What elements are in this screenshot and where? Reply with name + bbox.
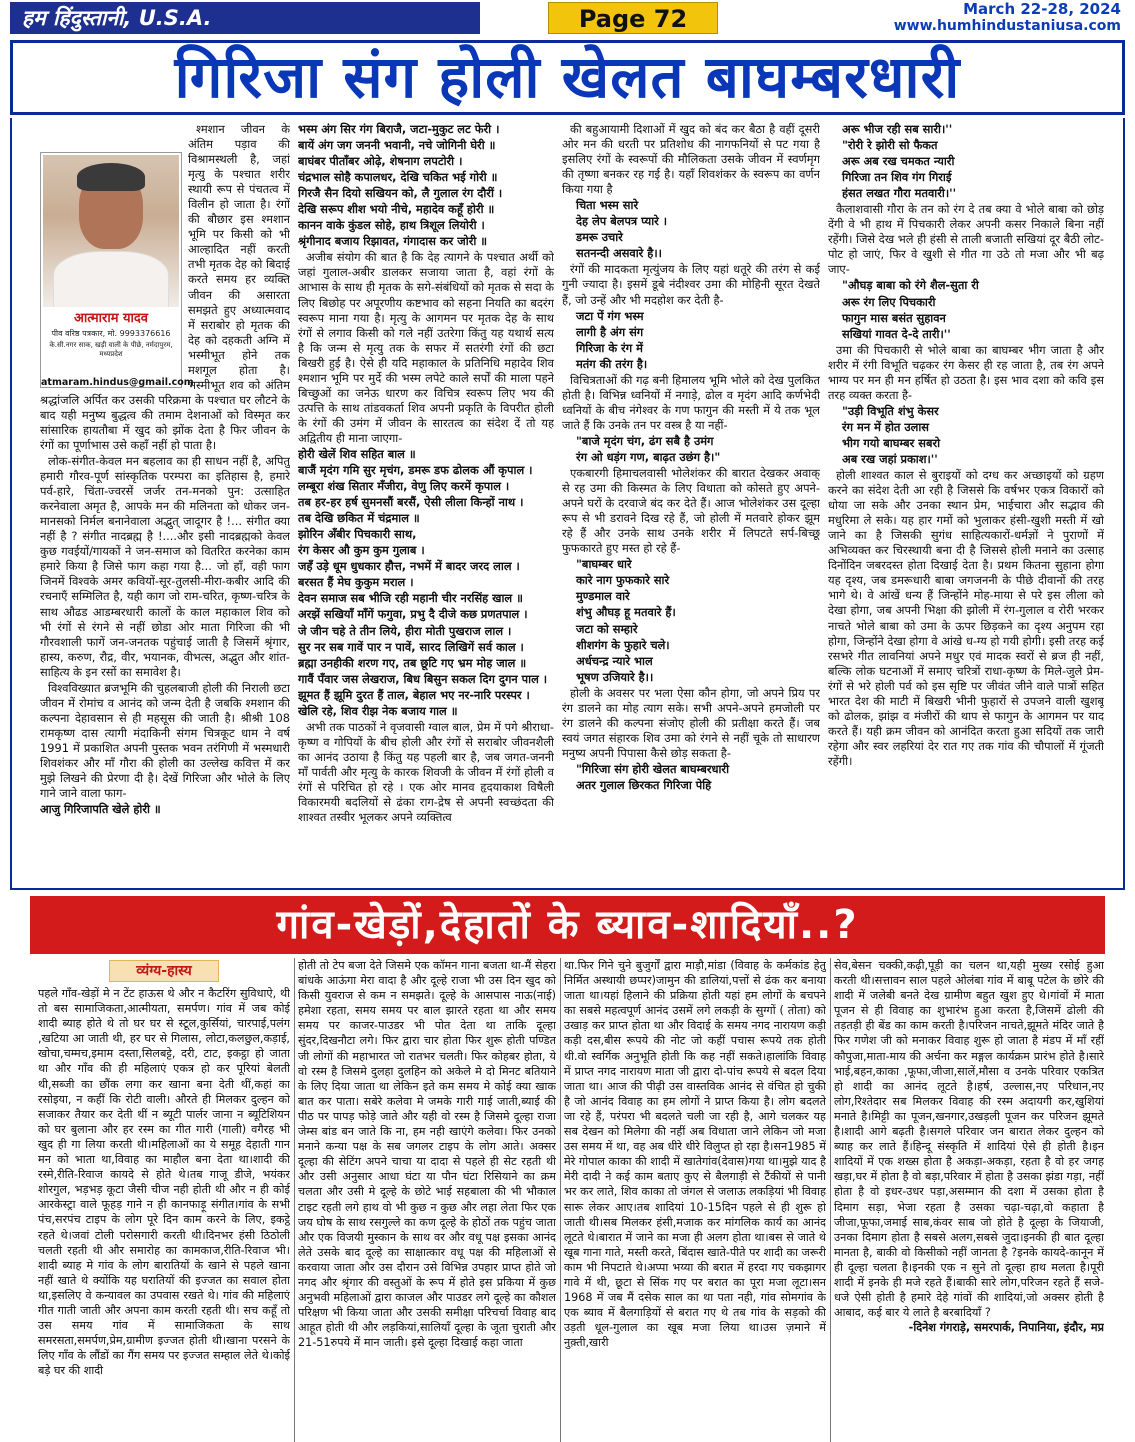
verse-line: बाघंबर पीताँबर ओढ़े, शेषनाग लपटोरी । <box>298 154 463 169</box>
article2-column-4 <box>834 958 1104 1442</box>
paragraph: विश्वविख्यात ब्रजभूमि की चुहलबाजी होली की निराली छटा जीवन में रोमांच व आनंद को जन्म देती है जबकि श्मशान की कल्पना देहावसान से ही महसूस की जाती है। श्रीश्री 108 रामकृष्ण दास त्यागी मंदाकिनी संगम चित्रकूट धाम ने वर्ष 1991 में प्रकाशित अपनी पुस्तक भवन तरंगिणी में भस्मधारी शिवशंकर और माँ गौरा की होली का उल्लेख कवित्त में कर मुझे लिखने की प्रेरणा दी है। देखें गिरिजा और भोले के लिए गाने जाने वाला फाग- <box>40 680 290 801</box>
verse-line: अरू अब रख चमकत न्यारी <box>842 154 955 169</box>
paragraph: विचित्रताओं की गढ़ बनी हिमालय भूमि भोले को देख पुलकित होती है। विभिन्न ध्वनियों में नगाड़े, ढोल व मृदंग आदि कर्णभेदी ध्वनियों के बीच नंगेश्वर के गण फागुन की मस्ती में ये तक भूल जाते हैं कि उनके तन पर वस्त्र है या नहीं- <box>562 372 820 432</box>
paragraph: अजीब संयोग की बात है कि देह त्यागने के पश्चात अर्थी को जहां गुलाल-अबीर डालकर सजाया जाता है, वहां रंगों के आभास के साथ ही मृतक के सगे-संबंधियों को मृतक से सदा के लिए बिछोह पर अपूरणीय कष्टभाव को सहना नियति का बदरंग स्वरूप माना गया है। मृत्यु के आगमन पर मृतक देह के साथ रंगों से लगाव किसी को गले नहीं उतरेगा किंतु यह यथार्थ सत्य है कि जन्म से मृत्यु तक के सफर में सतरंगी रंगों की छटा बिखरी हुई है। ऐसे ही यदि महाकाल के प्रतिनिधि महादेव शिव श्मशान भूमि पर मुर्दे की भस्म लपेटे काले सर्पों की माला पहने बिच्छुओं का जनेऊ धारण कर विचित्र स्वरूप लिए भय की उत्पत्ति के साथ तांडवकर्ता शिव अपनी प्रकृति के विपरीत होली के रंगों की उमंग में जीवन के सारतत्व का संदेश दें तो यह अद्वितीय ही माना जाएगा- <box>298 250 554 445</box>
article1-column-3 <box>562 122 820 886</box>
verse-line: आजु गिरिजापति खेले होरी ॥ <box>40 802 161 817</box>
page-header <box>0 0 1135 36</box>
verse-line: अतर गुलाल छिरकत गिरिजा पेहि <box>576 777 712 792</box>
verse-line: रंग मन में होत उलास <box>842 419 929 434</box>
verse-line: "बाघम्बर धारे <box>576 557 632 572</box>
verse-line: तब हर-हर हर्ष सुमनसौं बरसैं, ऐसी लीला किन्हों नाथ । <box>298 495 524 510</box>
verse-line: "रोरी रे झोरी सो फैकत <box>842 138 938 153</box>
verse-line: होरी खेलें शिव सहित बाल ॥ <box>298 446 416 461</box>
verse-line: "बाजे मृदंग चंग, ढंग सबै है उमंग <box>576 433 714 448</box>
verse-line: "उड़ी विभूति शंभु केसर <box>842 403 939 418</box>
verse-line: लम्बूरा शंख सितार मँजीरा, वेणु लिए करमें कृपाल । <box>298 479 510 494</box>
paragraph: अभी तक पाठकों ने वृजवासी ग्वाल बाल, प्रेम में पगे श्रीराधा-कृष्ण व गोपियों के बीच होली और रंगों से सराबोर जीवनशैली का आनंद उठाया है किंतु यह पहली बार है, जब जगत-जननी माँ पार्वती और मृत्यु के कारक शिवजी के जीवन में रंगों होली व रंगों से परिचित हो रहे । एक ओर मानव हृदयाकाश विषैली विकारमयी बदलियों से ढंका राग-द्रेष से अपनी स्वच्छंदता की शाश्वत तस्वीर भूलकर अपने व्यक्तित्व <box>298 719 554 825</box>
verse-line: चिता भस्म सारे <box>576 198 639 213</box>
verse-line: भस्म अंग सिर गंग बिराजै, जटा-मुकुट लट फेरी । <box>298 122 500 136</box>
paragraph: एकबारगी हिमाचलवासी भोलेशंकर की बारात देखकर अवाक् से रह उमा की किस्मत के लिए विधाता को कोसते हुए अपने-अपने घरों के दरवाजे बंद कर देते हैं। आज भोलेशंकर उस दूल्हा रूप से भी डरावने दिख रहे हैं, जो होली में मतवारे होकर झूम रहे हैं और उनके साथ उनके शरीर में लिपटते सर्प-बिच्छू फुफकारते हुए मस्त हो रहे हैं- <box>562 466 820 556</box>
article1-column-4 <box>828 122 1104 886</box>
verse-line: लागी है अंग संग <box>576 324 644 339</box>
verse-line: सखियां गावत दे-दे तारी।'' <box>842 326 951 341</box>
verse-line: अरझें सखियाँ माँगें फगुवा, प्रभु दै दीजे कछ प्रणतपाल । <box>298 607 528 622</box>
verse-line: सतनन्दी असवारे है।। <box>576 246 662 261</box>
verse-line: "गिरिजा संग होरी खेलत बाघम्बरधारी <box>576 761 730 776</box>
paragraph: पहले गाँव-खेड़ों मे न टेंट हाऊस थे और न कैटरिंग सुविधाऐ, थी तो बस सामाजिकता,आत्मीयता, समर्पण। गांव में जब कोई शादी ब्याह होते थे तो घर घर से स्टूल,कुर्सियां, चारपाई,पलंग ,खटिया आ जाती थी, हर घर से गिलास, लोटा,कलछुल,कड़ाई, खोचा,चम्मच,इमाम दस्ता,सिलबट्टे, दरी, टाट, इकट्ठा हो जाता था और गाँव की ही महिलाएं एकत्र हो कर पूरियां बेलती थी,सब्जी का छौंक लगा कर खाना बना देती थीं,कहां का रसोइया, न कहीं कि रोटी वाली। औरते ही मिलकर दुल्हन को सजाकर तैयार कर देती थीं न ब्यूटी पार्लर जाना न ब्यूटिशियन को घर बुलाना और हर रस्म का गीत गारी (गाली) वगैरह भी खुद ही गा लिया करती थी।महिलाओं का ये समूह देहाती गान मन को भाता था,विवाह का माहौल बना देता था।शादी की रस्मे,रीति-रिवाज कायदे से होते थे।तब गाजू डीजे, भयंकर शोरगुल, भड़भड़ कूटा जैसी चीज नही होती थी और न ही कोई आरकेस्ट्रा वाले फूहड़ गाने न ही कानफाड़ू संगीत।गांव के सभी पंच,सरपंच टाइप के लोग पूरे दिन काम करने के लिए, इकट्ठे रहते थे।जवां टोली परोसगारी करती थी।दिनभर हंसी ठिठोली चलती रहती थी और समारोह का कामकाज,रीति-रिवाज भी। शादी ब्याह मे गांव के लोग बारातियों के खाने से पहले खाना नहीं खाते थे क्योंकि यह घरातियों की इज्जत का सवाल होता था,इसलिए वे कन्यावल का उपवास रखते थे। गांव की महिलाएं गीत गाती जाती और अपना काम करती रहती थी। सच कहूँ तो उस समय गांव में सामाजिकता के साथ समरसता,समर्पण,प्रेम,ग्रामीण इज्जत होती थी।खाना परसने के लिए गाँव के लौंडों का गैंग समय पर इज्जत सम्हाल लेते थे।कोई बड़े घर की शादी <box>38 987 290 1378</box>
masthead: हम हिंदुस्तानी, U.S.A. <box>10 2 480 34</box>
paragraph: रंगों की मादकता मृत्युंजय के लिए यहां धतूरे की तरंग से कई गुनी ज्यादा है। इसमें डूबे नंदीश्वर उमा की मोहिनी सूरत देखते हैं, जो उन्हें और भी मदहोश कर देती है- <box>562 262 820 307</box>
paragraph: था.फिर गिने चुने बुजुर्गों द्वारा माड़ौ,मांडा (विवाह के कर्मकांड हेतु निर्मित अस्थायी छप्पर)जामुन की डालियां,पत्तों से ढंक कर बनाया जाता था।यहां हिलाने की प्रक्रिया होती यहां हम लोगों के बचपने का सबसे महत्वपूर्ण आनंद उसमें लगे लकड़ी के सुग्गों ( तोता) को उखाड़ कर प्राप्त होता था और विदाई के समय नगद नारायण कड़ी कड़ी दस,बीस रूपये की नोट जो कहीं पचास रूपये तक होती थी.वो स्वर्गिक अनुभूति होती कि कह नहीं सकते।हालांकि विवाह में प्राप्त नगद नारायण माता जी द्वारा दो-पांच रूपये से बदल दिया जाता था। आज की पीढ़ी उस वास्तविक आनंद से वंचित हो चुकी है जो आनंद विवाह का हम लोगों ने प्राप्त किया है। लोग बदलते जा रहे हैं, परंपरा भी बदलते चली जा रही है, आगे चलकर यह सब देखन को मिलेगा की नहीं अब विधाता जाने लेकिन जो मजा उस समय में था, वह अब धीरे धीरे विलुप्त हो रहा है।सन1985 में मेरे गोपाल काका की शादी में खातेगांव(देवास)गया था।मुझे याद है मेरी दादी ने कई काम बताए कुए से बैलगाड़ी से टैंकीयों से पानी भर कर लाते, शिव काका तो जंगल से जलाऊ लकड़ियां भी विवाह सारू लेकर आए।तब शादियां 10-15दिन पहले से ही शुरू हो जाती थी।सब मिलकर हंसी,मजाक कर मांगलिक कार्य का आनंद लूटते थे।बारात में जाने का मजा ही अलग होता था।बस से जाते थे खूब गाना गाते, मस्ती करते, बिंदास खाते-पीते पर शादी का जरूरी काम भी निपटाते थे।अप्पा भय्या की बरात में हरदा गए चकझागर गावे में थी, छूटा से सिंक गए पर बरात का पूरा मजा लूटा।सन 1968 में जब मैं दसेक साल का था पता नही, गांव सोमगांव के एक ब्याव में बैलगाड़ियों से बरात गए थे तब गांव के सड़को की उड़ती धूल-गुलाल का खूब मजा लिया था।उस ज़माने में नुक़्ती,खारी <box>564 959 826 1350</box>
issue-date: March 22-28, 2024 <box>963 0 1121 18</box>
verse-line: जटा पें गंग भस्म <box>576 308 644 323</box>
paragraph: होली के अवसर पर भला ऐसा कौन होगा, जो अपने प्रिय पर रंग डालने का मोह त्याग सके। सभी अपने-अपने हमजोली पर रंग डालने की कल्पना संजोए होली की प्रतीक्षा करते हैं। जब स्वयं जगत संहारक शिव उमा को रंगने से नहीं चूके तो साधारण मनुष्य अपनी पिपासा कैसे छोड़ सकता है- <box>562 685 820 760</box>
verse-line: खेलि रहे, शिव रीझ नेक बजाय गाल ॥ <box>298 703 458 718</box>
website-link[interactable]: www.humhindustaniusa.com <box>893 18 1121 34</box>
verse-line: जटा को सम्हारे <box>576 621 638 636</box>
article2 <box>28 958 1108 1442</box>
paragraph: सेव,बेसन चक्की,कढ़ी,पूड़ी का चलन था,यही मुख्य रसोई हुआ करती थी।सत्तावन साल पहले ओलंबा गांव में बाबू पटेल के छोरे की शादी में जलेबी बनते देख ग्रामीण बहुत खुश हुए थे।गांवों में माता पूजन से ही विवाह का शुभारंभ हुआ करता है,जिसमें ढोली की तड़तड़ी ही बेंड का काम करती है।परिजन नाचते,झूमते मंदिर जाते है फिर गणेश जी को मनाकर विवाह शुरू हो जाता है मंडप में माँ रहीं कौपुजा,माता-माय की अर्चना कर मङ्गल कार्यक्रम प्रारंभ होते है।सारे भाई,बहन,काका ,फूफा,जीजा,सालें,मौसा व उनके परिवार एकत्रित हो शादी का आनंद लूटते है।हर्ष, उल्लास,नए परिधान,नए लोग,रिश्तेदार सब मिलकर विवाह की रस्म अदायगी कर,खुशियां मनाते है।मिट्टी का पूजन,खनगार,उखड़ली पूजन कर परिजन झूमते है।शादी आगे बढ़ती है।सगले परिवार जन बारात लेकर दुल्हन को ब्याह कर लाते हैं।हिन्दू संस्कृति में शादियां ऐसे ही होती है।इन शादियों में एक शख्स होता है अकड़ा-अकड़ा, रहता है वो हर जगह खड़ा,घर में होता है वो बड़ा,परिवार में होता है उसका झंडा गड़ा, नहीं होता है वो इधर-उधर पड़ा,असम्मान की दशा में उसका होता है दिमाग सड़ा, भेजा रहता है उसका चढ़ा-चढ़ा,वो कहाता है जीजा,फूफा,जमाई साब,कंवर साब जो होते है दूल्हा के जियाजी, उनका दिमाग होता है सबसे अलग,सबसे जुदा।इनकी ही बात दूल्हा मानता है, बाकी वो किसीको नहीं जानता है ?इनके कायदे-कानून में ही दूल्हा चलता है।इनकी एक न सुने तो दूल्हा हाथ मलता है।पूरी शादी में इनके ही मजे रहते हैं।बाकी सारे लोग,परिजन रहते हैं सजे-धजे ऐसी होती है हमारे देहे गांवों की शादियां,जो अक्सर होती है आबाद, कई बार ये लाते है बरबादियाँ ? <box>834 959 1104 1320</box>
author-box <box>40 152 194 388</box>
paragraph: होली शाश्वत काल से बुराइयों को दग्ध कर अच्छाइयों को ग्रहण करने का संदेश देती आ रही है जिससे कि वर्षभर एकत्र विकारों को धोया जा सके और उनका स्थान प्रेम, भाईचारा और सद्भाव की मधुरिमा ले सके। यह हार गमों को भुलाकर हंसी-खुशी मस्ती में खो जाने का है जिसकी सुगंध साहित्यकारों-धर्मज्ञों ने पुराणों में अभिव्यक्त कर चिरस्थायी बना दी है जिससे होली मनाने का उत्साह दिनोंदिन जबरदस्त होता दिखाई देता है। प्रथम कितना सुहाना होगा यह दृश्य, जब डमरूधारी बाबा जगजननी के पीछे दीवानों की तरह भागे थे। वे आंखें धन्य हैं जिन्होंने मोह-माया से परे इस लीला को देखा होगा, जब अपनी भिक्षा की झोली में रंग-गुलाल व रोरी भरकर नाचते भोले बाबा को उमा के ऊपर छिड़कने का दृश्य अनुपम रहा होगा, जिन्होंने देखा होगा वे आंखे ध-ग्य हो गयी होगी। इसी तरह कई रसभरे गीत लावनियां अपने मधुर एवं मादक स्वरों से ब्रज ही नहीं, बल्कि लोक घटनाओं में समाए चरित्रों राधा-कृष्ण के मिले-जुले प्रेम-रंगों से भरे होली पर्व को इस सृष्टि पर जीवंत जीने वाले पात्रों सहित भारत देश की माटी में बिखरी भीनी फुहारों से उपजने वाली खुशबू को ढोलक, झांझ व मंजीरों की थाप से फागुन के आगमन पर याद करते हैं। यही क्रम जीवन को आनंदित करता हुआ सदियों तक जारी रहेगा और स्वर लहरियां देर रात गए तक गांव की चौपालों में गूंजती रहेंगी। <box>828 468 1104 768</box>
article2-headline: गांव-खेड़ों,देहातों के ब्याव-शादियाँ..? <box>30 896 1105 954</box>
verse-line: झोरिन अँबीर पिचकारी साथ, <box>298 527 417 542</box>
verse-line: रंग केसर औ कुम कुम गुलाब । <box>298 543 425 558</box>
verse-line: अब रख जहां प्रकाश।'' <box>842 451 938 466</box>
author-address: के.सी.नगर साक, खड़ी वाली के पीछे, नर्मदापुरम, मध्यप्रदेश <box>49 341 173 358</box>
verse-line: बाजैं मृदंग गमि सुर मृचंग, डमरू डफ ढोलक औं कृपाल । <box>298 463 533 478</box>
section-kicker: व्यंग्य-हास्य <box>109 960 219 982</box>
verse-line: शंभु औघड़ हू मतवारे हैं। <box>576 605 676 620</box>
verse-line: अर्धचन्द्र न्यारे भाल <box>576 653 653 668</box>
article2-column-1 <box>38 958 290 1442</box>
verse-line: भूषण उजियारे है।। <box>576 669 654 684</box>
verse-line: फागुन मास बसंत सुहावन <box>842 310 946 325</box>
article1-column-2 <box>298 122 554 886</box>
article1-column-1 <box>40 122 290 886</box>
column-divider <box>560 958 561 1442</box>
article1-headline: गिरिजा संग होली खेलत बाघम्बरधारी <box>10 40 1125 115</box>
verse-line: गिरजै सैन दियो सखियन को, लै गुलाल रंग दौरीं । <box>298 186 503 201</box>
verse-line: शीशगंग के फुहारे चले। <box>576 637 670 652</box>
verse-line: देह लेप बेलपत्र प्यारे । <box>576 214 668 229</box>
verse-line: ब्रह्मा उनहीकी शरण गए, तब छूटि गए भ्रम मोह जाल ॥ <box>298 655 527 670</box>
author-email[interactable]: atmaram.hindus@gmail.com <box>41 377 194 388</box>
paragraph: की बहुआयामी दिशाओं में खुद को बंद कर बैठा है वहीं दूसरी ओर मन की धरती पर प्रतिशोध की नागफनियों से पट गया है इसलिए रंगों के स्वरूपों की मौलिकता उसके जीवन में स्वर्णमृग की तृष्णा बनकर रह गई है। यहाँ शिवशंकर के स्वरूप का वर्णन किया गया है <box>562 122 820 197</box>
verse-line: गिरिजा तन शिव गंग गिराई <box>842 170 952 185</box>
byline: -दिनेश गंगराड़े, समरपार्क, निपानिया, इंदौर, मप्र <box>908 1321 1104 1335</box>
column-divider <box>294 958 295 1442</box>
verse-line: गिरिजा के रंग में <box>576 340 643 355</box>
verse-line: डमरू उचारे <box>576 230 623 245</box>
paragraph: श्मशान जीवन के अंतिम पड़ाव की विश्रामस्थली है, जहां मृत्यु के पश्चात शरीर स्थायी रूप से पंचतत्व में विलीन हो जाता है। रंगों की बौछार इस श्मशान भूमि पर किसी को भी आल्हादित नहीं करती तभी मृतक देह को बिदाई करते समय हर व्यक्ति जीवन की असारता समझते हुए अध्यात्मवाद में सराबोर हो मृतक की देह को दहकती अग्नि में भस्मीभूत होने तक मशगूल होता है। भस्मीभूत शव को अंतिम श्रद्धांजलि अर्पित कर उसकी परिक्रमा के पश्चात घर लौटने के बाद यही मनुष्य बुद्धत्व की तमाम देशनाओं को विस्मृत कर सांसारिक हायतौबा में खुद को झोंक देता है फिर जीवन के रंगों का पूर्णाभास उसे कहाँ नहीं हो पाता है। <box>40 122 290 452</box>
column-divider <box>830 958 831 1442</box>
verse-line: गावैं पँवार जस लेखराज, बिध बिसुन सकल दिग दुगन पाल । <box>298 671 548 686</box>
paragraph: लोक-संगीत-केवल मन बहलाव का ही साधन नहीं है, अपितु हमारी गौरव-पूर्ण सांस्कृतिक परम्परा का इतिहास है, हमारे पर्व-हारे, चिंता-ज्वरसें जर्जर तन-मनको पुन: उत्साहित करनेवाला अमृत है, आपके मन की मलिनता को धोकर जन-मानसको निर्मल बनानेवाला अद्भुत् जादूगर है !... संगीत क्या नहीं है ? संगीत नादब्रह्म है !....और इसी नादब्रह्मको केवल कुछ गवईयों/गायकों ने जन-समाज को वितरित करनेका काम हमारे किया है जिसे फाग कहा गया है... जो हाँ, वही फाग जिनमें विश्वके अमर कवियों-सूर-तुलसी-मीरा-कबीर आदि की रचनाएँ सम्मिलित है, यही काग जो राम-चरित, कृष्ण-चरित्र के साथ औढड आडम्बरधारी कालों के काल महाकाल शिव को भी रंगों से रंगने से नहीं छोडा ओर माता गिरिजा की भी गौरवशाली फागें जन-जनतक पहुंचाई जाती है जिसमें श्रृंगार, हास्य, करुण, रौद्र, वीर, भयानक, वीभत्स, अद्भुत और शांत- साहित्य के इन रसों का समावेश है। <box>40 454 290 679</box>
verse-line: देवन समाज सब भीजि रही महानी चीर नरसिंह खाल ॥ <box>298 591 523 606</box>
paragraph: उमा की पिचकारी से भोले बाबा का बाघम्बर भीग जाता है और शरीर में रंगी विभूति चढ़कर रंग केसर ही रह जाता है, तब रंग अपने भाग्य पर मन ही मन हर्षित हो उठता है। इस भाव दशा को कवि इस तरह व्यक्त करता है- <box>828 342 1104 402</box>
verse-line: मतंग की तरंग है। <box>576 356 648 371</box>
article2-column-2 <box>298 958 556 1442</box>
article1 <box>10 118 1125 890</box>
verse-line: बरसत हैं मेघ कुकुम मराल । <box>298 575 414 590</box>
paragraph: कैलाशवासी गौरा के तन को रंग दे तब क्या वे भोले बाबा को छोड़ देंगी वे भी हाथ में पिचकारी लेकर अपनी कसर निकाले बिना नहीं रहेंगी। जिसे देख भले ही हंसी से ताली बजाती सखियां दूर बैठी लोट-पोट हो जाएं, फिर वे खुशी से गीत गा उठे तो मजा और भी बढ़ जाए- <box>828 202 1104 277</box>
author-name: आत्माराम यादव <box>73 311 149 326</box>
article2-column-3 <box>564 958 826 1442</box>
verse-line: चंद्रभाल सोहै कपालधर, देखि चकित भई गोरी ॥ <box>298 170 498 185</box>
verse-line: बायें अंग जग जननी भवानी, नचे जोगिनी घेरी ॥ <box>298 138 496 153</box>
verse-line: मुण्डमाल वारे <box>576 589 630 604</box>
verse-line: श्रृंगीनाद बजाय रिझावत, गंगादास कर जोरी ॥ <box>298 234 488 249</box>
author-photo <box>43 155 179 307</box>
paragraph: होती तो टेप बजा देते जिसमे एक कॉमन गाना बजता था-मैं सेहरा बांधके आऊंगा मेरा वादा है और दूल्हे राजा भी उस दिन खुद को किसी युवराज से कम न समझते। दूल्हे के आसपास नाऊ(नाई) हमेशा रहता, समय समय पर बाल झारते रहता था और समय समय पर काजर-पाउडर भी पोत देता था ताकि दूल्हा सुंदर,दिखनौटा लगे। फिर द्वारा चार होता फिर शुरू होती पण्डित जी लोगों की महाभारत जो रातभर चलती। फिर कोहबर होता, ये वो रस्म है जिसमे दुलहा दुलहिन को अकेले मे दो मिनट बतियाने के लिए दिया जाता था लेकिन इते कम समय मे कोई क्या खाक बात कर पाता। सबेरे कलेवा मे जमके गारी गाई जाती,ब्याई की पीठ पर पापड़ फोड़े जाते और यही वो रस्म है जिसमे दूल्हा राजा जेम्स बांड बन जाते कि ना, हम नही खाएंगे कलेवा। फिर उनको मनाने कन्या पक्ष के सब जगलर टाइप के लोग आते। अक्सर दूल्हा की सेटिंग अपने चाचा या दादा से पहले ही सेट रहती थी और उसी अनुसार आधा घंटा या पौन घंटा रिसियाने का क्रम चलता और उसी मे दूल्हे के छोटे भाई सहबाला की भी भौकाल टाइट रहती लगे हाथ वो भी कुछ न कुछ और लहा लेता फिर एक जय घोष के साथ रसगुल्ले का कण दूल्हे के होठों तक पहुंच जाता और एक विजयी मुस्कान के साथ वर और वधू पक्ष इसका आनंद लेते उसके बाद दूल्हे का साक्षात्कार वधू पक्ष की महिलाओं से करवाया जाता और उस दौरान उसे विभिन्न उपहार प्राप्त होते जो नगद और श्रृंगार की वस्तुओं के रूप में होते इस प्रकिया में कुछ अनुभवी महिलाओं द्वारा काजल और पाउडर लगे दूल्हे का कौशल परिक्षण भी किया जाता और उसकी समीक्षा परिचर्चा विवाह बाद आहूत होती थी और लड़कियां,सालियाँ दूल्हा के जूता चुराती और 21-51रुपये में मान जाती। इसे दूल्हा दिखाई कहा जाता <box>298 959 556 1350</box>
verse-line: कारे नाग फुफकारे सारे <box>576 573 670 588</box>
verse-line: जे जीन चहे ते तीन लिये, हीरा मोती पुखराज लाल । <box>298 623 512 638</box>
verse-line: "औघड़ बाबा को रंगे शैल-सुता री <box>842 278 979 293</box>
verse-line: सुर नर सब गावें पार न पावें, सारद लिखिगें सर्व काल । <box>298 639 524 654</box>
verse-line: कानन वाके कुंडल सोहे, हाथ त्रिशूल लियोरी । <box>298 218 485 233</box>
verse-line: जहँ उड़े धूम धुधकार हौत्त, नभमें में बादर जरद लाल । <box>298 559 520 574</box>
verse-line: भीग गयो बाघम्बर सबरो <box>842 435 941 450</box>
page-number: Page 72 <box>548 2 718 34</box>
verse-line: अरू भीज रही सब सारी।'' <box>842 122 953 136</box>
author-role: पीव वरिष्ठ पत्रकार, मो. 9993376616 <box>51 329 171 338</box>
verse-line: देखि सरूप शीश भयो नीचे, महादेव कहूँ होरी ॥ <box>298 202 495 217</box>
verse-line: हंसत लखत गौरा मतवारी।'' <box>842 186 957 201</box>
verse-line: अरू रंग लिए पिचकारी <box>842 294 936 309</box>
verse-line: झूमत हैं झूमि दुरत हैं ताल, बेहाल भए नर-नारि परस्पर । <box>298 687 530 702</box>
verse-line: तब देखि छकित में चंद्रमाल ॥ <box>298 511 420 526</box>
verse-line: रंग ओ धड़ंग गण, बाढ़त उछंग है।" <box>576 449 721 464</box>
